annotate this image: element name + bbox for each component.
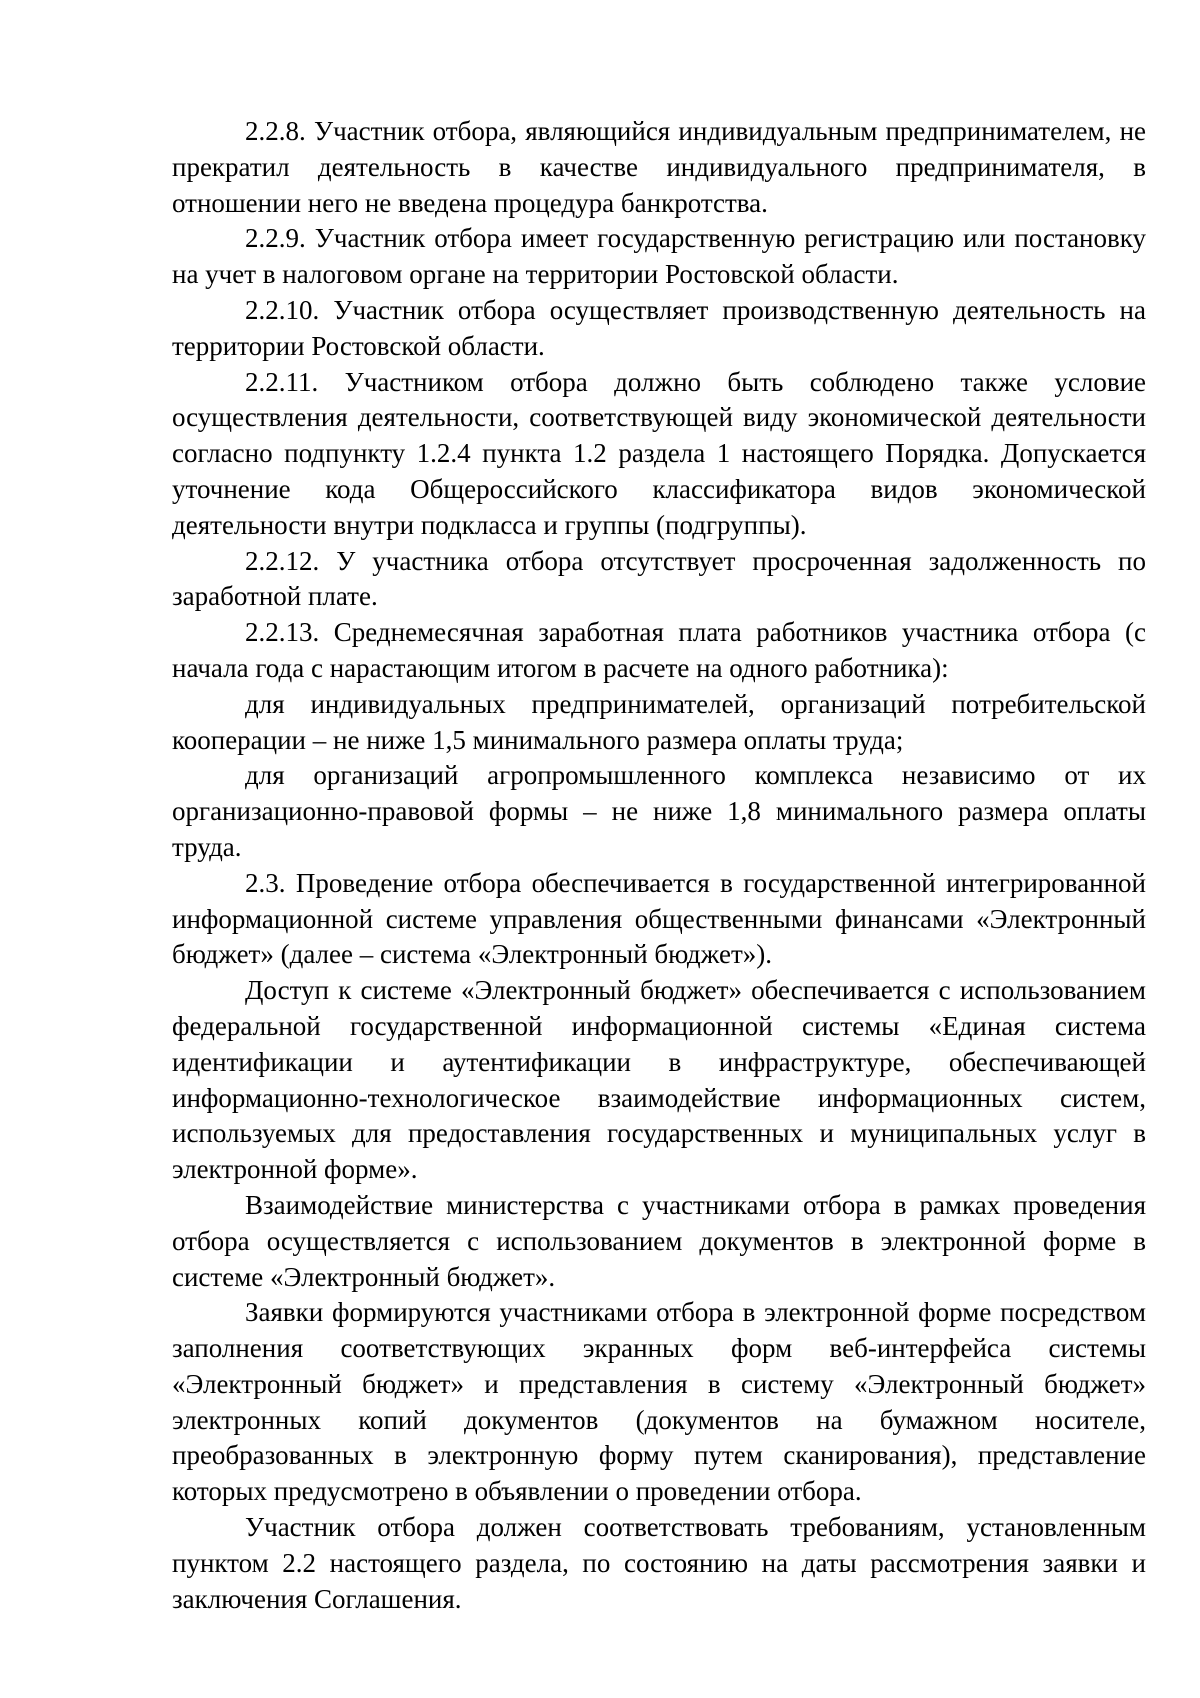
paragraph-participant-requirements: Участник отбора должен соответствовать требованиям, установленным пунктом 2.2 настоящего раздела, по состоянию на даты рассмотрения заявки и заключения Соглашения. xyxy=(172,1512,1146,1614)
paragraph-2-2-8: 2.2.8. Участник отбора, являющийся индивидуальным предпринимателем, не прекратил деятельность в качестве индивидуального предпринимателя, в отношении него не введена процедура банкротства. xyxy=(172,116,1146,218)
paragraph-wage-entrepreneurs: для индивидуальных предпринимателей, организаций потребительской кооперации – не ниже 1,5 минимального размера оплаты труда; xyxy=(172,688,1146,755)
paragraph-wage-agro-organizations: для организаций агропромышленного комплекса независимо от их организационно-правовой формы – не ниже 1,8 минимального размера оплаты труда. xyxy=(172,760,1146,862)
paragraph-2-2-10: 2.2.10. Участник отбора осуществляет производственную деятельность на территории Ростовской области. xyxy=(172,294,1146,361)
document-body xyxy=(172,114,1146,1617)
paragraph-2-2-11: 2.2.11. Участником отбора должно быть соблюдено также условие осуществления деятельности, соответствующей виду экономической деятельности согласно подпункту 1.2.4 пункта 1.2 раздела 1 настоящего Порядка. Допускается уточнение кода Общероссийского классификатора видов экономической деятельности внутри подкласса и группы (подгруппы). xyxy=(172,366,1146,540)
paragraph-2-2-9: 2.2.9. Участник отбора имеет государственную регистрацию или постановку на учет в налоговом органе на территории Ростовской области. xyxy=(172,223,1146,290)
paragraph-ministry-interaction: Взаимодействие министерства с участниками отбора в рамках проведения отбора осуществляется с использованием документов в электронной форме в системе «Электронный бюджет». xyxy=(172,1189,1146,1292)
paragraph-2-2-13: 2.2.13. Среднемесячная заработная плата работников участника отбора (с начала года с нарастающим итогом в расчете на одного работника): xyxy=(172,617,1146,683)
paragraph-applications: Заявки формируются участниками отбора в электронной форме посредством заполнения соответствующих экранных форм веб-интерфейса системы «Электронный бюджет» и представления в систему «Электронный бюджет» электронных копий документов (документов на бумажном носителе, преобразованных в электронную форму путем сканирования), представление которых предусмотрено в объявлении о проведении отбора. xyxy=(172,1297,1146,1507)
paragraph-2-2-12: 2.2.12. У участника отбора отсутствует просроченная задолженность по заработной плате. xyxy=(172,545,1146,612)
paragraph-system-access: Доступ к системе «Электронный бюджет» обеспечивается с использованием федеральной государственной информационной системы «Единая система идентификации и аутентификации в инфраструктуре, обеспечивающей информационно-технологическое взаимодействие информационных систем, используемых для предоставления государственных и муниципальных услуг в электронной форме». xyxy=(172,975,1146,1185)
paragraph-2-3: 2.3. Проведение отбора обеспечивается в государственной интегрированной информационной системе управления общественными финансами «Электронный бюджет» (далее – система «Электронный бюджет»). xyxy=(172,867,1146,970)
